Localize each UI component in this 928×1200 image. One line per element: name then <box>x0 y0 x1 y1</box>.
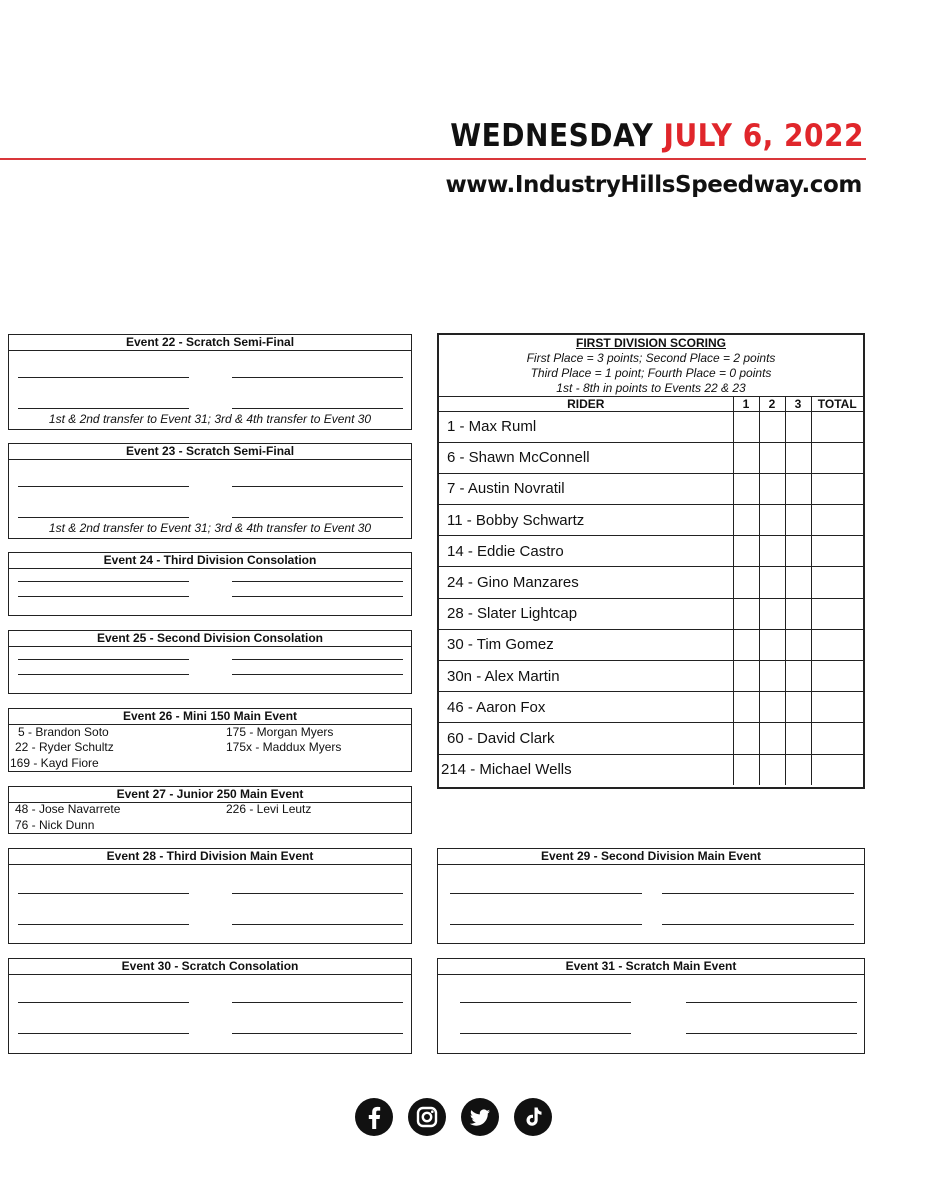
event-title: Event 26 - Mini 150 Main Event <box>9 709 411 725</box>
score-cell <box>733 754 759 785</box>
table-row <box>439 473 863 504</box>
transfer-note: 1st & 2nd transfer to Event 31; 3rd & 4th transfer to Event 30 <box>48 412 372 426</box>
page-date <box>450 117 864 154</box>
table-row <box>439 598 863 629</box>
result-line <box>232 486 403 487</box>
facebook-icon[interactable] <box>355 1098 393 1136</box>
table-row <box>439 567 863 598</box>
day-label: WEDNESDAY <box>450 117 654 154</box>
scoring-rule: Third Place = 1 point; Fourth Place = 0 points <box>530 366 772 380</box>
score-cell <box>785 411 811 442</box>
result-line <box>18 1002 189 1003</box>
result-line <box>232 924 403 925</box>
event-title: Event 25 - Second Division Consolation <box>9 631 411 647</box>
scoring-title: FIRST DIVISION SCORING <box>575 336 726 350</box>
total-cell <box>811 754 863 785</box>
rider-name: 14 - Eddie Castro <box>439 536 733 567</box>
score-cell <box>733 567 759 598</box>
score-cell <box>785 754 811 785</box>
score-cell <box>733 505 759 536</box>
header-divider <box>0 158 866 160</box>
rider-entry: 22 - Ryder Schultz <box>15 740 114 754</box>
total-cell <box>811 598 863 629</box>
score-cell <box>759 567 785 598</box>
score-cell <box>785 505 811 536</box>
rider-name: 214 - Michael Wells <box>439 754 733 785</box>
total-cell <box>811 629 863 660</box>
rider-entry: 175 - Morgan Myers <box>226 725 334 739</box>
result-line <box>662 924 854 925</box>
social-links <box>355 1098 552 1136</box>
column-header-rider: RIDER <box>439 397 733 411</box>
result-line <box>232 408 403 409</box>
table-row <box>439 505 863 536</box>
score-cell <box>785 661 811 692</box>
event-title: Event 22 - Scratch Semi-Final <box>9 335 411 351</box>
website-link[interactable]: www.IndustryHillsSpeedway.com <box>445 172 862 198</box>
result-line <box>18 596 189 597</box>
result-line <box>18 581 189 582</box>
score-cell <box>785 598 811 629</box>
score-cell <box>759 661 785 692</box>
event-title: Event 28 - Third Division Main Event <box>9 849 411 865</box>
total-cell <box>811 411 863 442</box>
total-cell <box>811 473 863 504</box>
total-cell <box>811 661 863 692</box>
total-cell <box>811 442 863 473</box>
result-line <box>18 1033 189 1034</box>
event-title: Event 31 - Scratch Main Event <box>438 959 864 975</box>
event-title: Event 27 - Junior 250 Main Event <box>9 787 411 803</box>
total-cell <box>811 723 863 754</box>
instagram-icon[interactable] <box>408 1098 446 1136</box>
rider-entry: 175x - Maddux Myers <box>226 740 342 754</box>
score-cell <box>733 661 759 692</box>
score-cell <box>785 629 811 660</box>
score-cell <box>759 411 785 442</box>
table-row <box>439 723 863 754</box>
score-cell <box>733 598 759 629</box>
event-title: Event 29 - Second Division Main Event <box>438 849 864 865</box>
column-header-heat-1: 1 <box>733 397 759 411</box>
result-line <box>18 408 189 409</box>
rider-name: 46 - Aaron Fox <box>439 692 733 723</box>
scoring-header <box>439 335 863 397</box>
result-line <box>232 1033 403 1034</box>
score-cell <box>785 723 811 754</box>
event-27-box <box>8 786 412 834</box>
rider-entry: 169 - Kayd Fiore <box>10 756 99 770</box>
table-row <box>439 536 863 567</box>
result-line <box>18 377 189 378</box>
scoring-rule: First Place = 3 points; Second Place = 2 points <box>526 351 776 365</box>
rider-name: 11 - Bobby Schwartz <box>439 505 733 536</box>
score-cell <box>733 723 759 754</box>
event-26-box <box>8 708 412 772</box>
rider-name: 30n - Alex Martin <box>439 661 733 692</box>
score-cell <box>759 442 785 473</box>
total-cell <box>811 692 863 723</box>
score-cell <box>733 442 759 473</box>
rider-name: 28 - Slater Lightcap <box>439 598 733 629</box>
result-line <box>662 893 854 894</box>
score-cell <box>785 536 811 567</box>
date-label: JULY 6, 2022 <box>663 117 864 154</box>
score-cell <box>733 692 759 723</box>
scoring-header-row <box>439 397 863 411</box>
result-line <box>450 893 642 894</box>
result-line <box>460 1033 631 1034</box>
score-cell <box>785 692 811 723</box>
event-25-box <box>8 630 412 694</box>
rider-name: 6 - Shawn McConnell <box>439 442 733 473</box>
score-cell <box>733 411 759 442</box>
rider-name: 1 - Max Ruml <box>439 411 733 442</box>
rider-entry: 76 - Nick Dunn <box>15 818 95 832</box>
scoring-table <box>439 397 863 785</box>
score-cell <box>759 754 785 785</box>
result-line <box>232 377 403 378</box>
table-row <box>439 661 863 692</box>
result-line <box>686 1002 857 1003</box>
tiktok-icon[interactable] <box>514 1098 552 1136</box>
event-22-box <box>8 334 412 430</box>
score-cell <box>759 723 785 754</box>
event-title: Event 24 - Third Division Consolation <box>9 553 411 569</box>
result-line <box>460 1002 631 1003</box>
rider-name: 24 - Gino Manzares <box>439 567 733 598</box>
result-line <box>686 1033 857 1034</box>
first-division-scoring <box>437 333 865 789</box>
column-header-heat-2: 2 <box>759 397 785 411</box>
result-line <box>232 674 403 675</box>
result-line <box>232 893 403 894</box>
score-cell <box>759 692 785 723</box>
event-title: Event 23 - Scratch Semi-Final <box>9 444 411 460</box>
score-cell <box>733 473 759 504</box>
table-row <box>439 692 863 723</box>
result-line <box>232 596 403 597</box>
event-28-box <box>8 848 412 944</box>
score-cell <box>733 536 759 567</box>
event-31-box <box>437 958 865 1054</box>
scoring-rule: 1st - 8th in points to Events 22 & 23 <box>556 381 746 395</box>
result-line <box>18 674 189 675</box>
result-line <box>232 517 403 518</box>
score-cell <box>733 629 759 660</box>
result-line <box>232 659 403 660</box>
result-line <box>18 517 189 518</box>
event-29-box <box>437 848 865 944</box>
result-line <box>18 893 189 894</box>
rider-name: 30 - Tim Gomez <box>439 629 733 660</box>
rider-name: 60 - David Clark <box>439 723 733 754</box>
table-row <box>439 411 863 442</box>
score-cell <box>759 629 785 660</box>
score-cell <box>759 473 785 504</box>
result-line <box>232 1002 403 1003</box>
event-23-box <box>8 443 412 539</box>
result-line <box>18 486 189 487</box>
result-line <box>450 924 642 925</box>
result-line <box>18 924 189 925</box>
score-cell <box>785 567 811 598</box>
transfer-note: 1st & 2nd transfer to Event 31; 3rd & 4th transfer to Event 30 <box>48 521 372 535</box>
table-row <box>439 442 863 473</box>
result-line <box>232 581 403 582</box>
rider-entry: 5 - Brandon Soto <box>18 725 109 739</box>
event-30-box <box>8 958 412 1054</box>
score-cell <box>785 442 811 473</box>
rider-entry: 48 - Jose Navarrete <box>15 802 121 816</box>
column-header-total: TOTAL <box>811 397 863 411</box>
total-cell <box>811 505 863 536</box>
total-cell <box>811 567 863 598</box>
twitter-icon[interactable] <box>461 1098 499 1136</box>
score-cell <box>785 473 811 504</box>
score-cell <box>759 598 785 629</box>
rider-entry: 226 - Levi Leutz <box>226 802 312 816</box>
rider-name: 7 - Austin Novratil <box>439 473 733 504</box>
score-cell <box>759 505 785 536</box>
score-cell <box>759 536 785 567</box>
column-header-heat-3: 3 <box>785 397 811 411</box>
table-row <box>439 629 863 660</box>
event-24-box <box>8 552 412 616</box>
table-row <box>439 754 863 785</box>
result-line <box>18 659 189 660</box>
total-cell <box>811 536 863 567</box>
event-title: Event 30 - Scratch Consolation <box>9 959 411 975</box>
